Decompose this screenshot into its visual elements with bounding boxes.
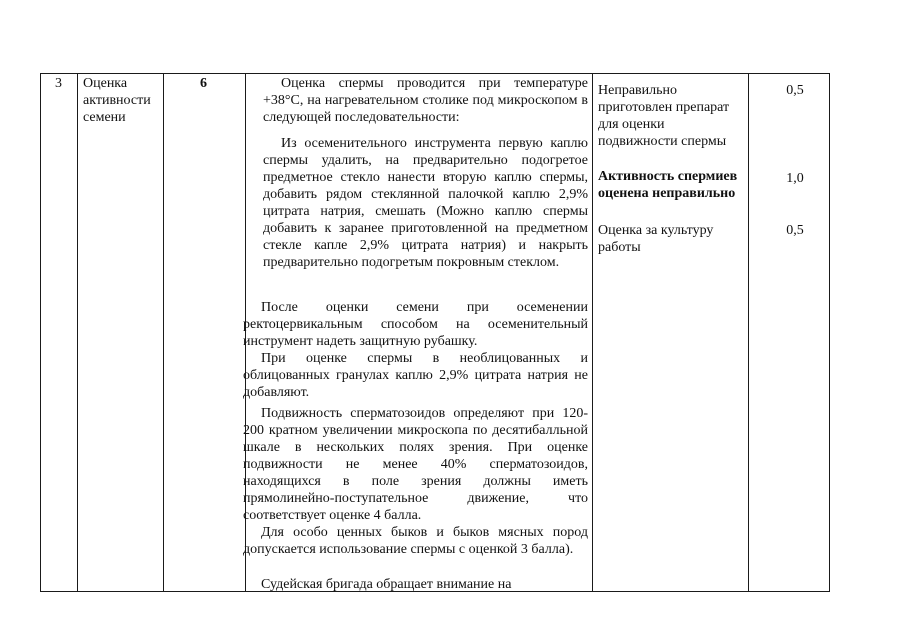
col-border-1 xyxy=(40,73,41,592)
col-border-5 xyxy=(592,73,593,592)
col-border-7 xyxy=(829,73,830,592)
desc-paragraph-3: После оценки семени при осеменении ректоцервикальным способом на осеменительный инструмент надеть защитную рубашку. xyxy=(243,300,588,349)
desc-paragraph-6: Для особо ценных быков и быков мясных пород допускается использование спермы с оценкой 3 балла). xyxy=(243,525,588,557)
criterion-title: Оценка активности семени xyxy=(83,76,151,125)
desc-paragraph-7: Судейская бригада обращает внимание на xyxy=(261,577,512,591)
col-border-6 xyxy=(748,73,749,592)
error-score-3: 0,5 xyxy=(786,223,804,238)
error-item-3: Оценка за культуру работы xyxy=(598,223,714,255)
desc-paragraph-5: Подвижность сперматозоидов определяют при 120-200 кратном увеличении микроскопа по десятибалльной шкале в нескольких полях зрения. При оценке подвижности не менее 40% сперматозоидов, находящихся в поле зрения должны иметь прямолинейно-поступательное движение, что соответствует оценке 4 балла. xyxy=(243,406,588,523)
error-score-2: 1,0 xyxy=(786,171,804,186)
error-item-1: Неправильно приготовлен препарат для оценки подвижности спермы xyxy=(598,83,730,149)
table-bottom-border xyxy=(40,591,830,592)
desc-paragraph-2: Из осеменительного инструмента первую каплю спермы удалить, на предварительно подогретое предметное стекло нанести вторую каплю спермы, добавить рядом стеклянной палочкой каплю 2,9% цитрата натрия, смешать (Можно каплю спермы добавить к заранее приготовленной на предметном стекле капле 2,9% цитрата натрия) и накрыть предварительно подогретым покровным стеклом. xyxy=(263,136,588,270)
max-points: 6 xyxy=(200,76,207,91)
col-border-2 xyxy=(77,73,78,592)
col-border-3 xyxy=(163,73,164,592)
row-number: 3 xyxy=(55,76,62,91)
desc-paragraph-1: Оценка спермы проводится при температуре +38°С, на нагревательном столике под микроскопом в следующей последовательности: xyxy=(263,76,588,125)
error-item-2: Активность спермиев оценена неправильно xyxy=(598,169,738,201)
table-top-border xyxy=(40,73,830,74)
error-score-1: 0,5 xyxy=(786,83,804,98)
desc-paragraph-4: При оценке спермы в необлицованных и облицованных гранулах каплю 2,9% цитрата натрия не добавляют. xyxy=(243,351,588,400)
